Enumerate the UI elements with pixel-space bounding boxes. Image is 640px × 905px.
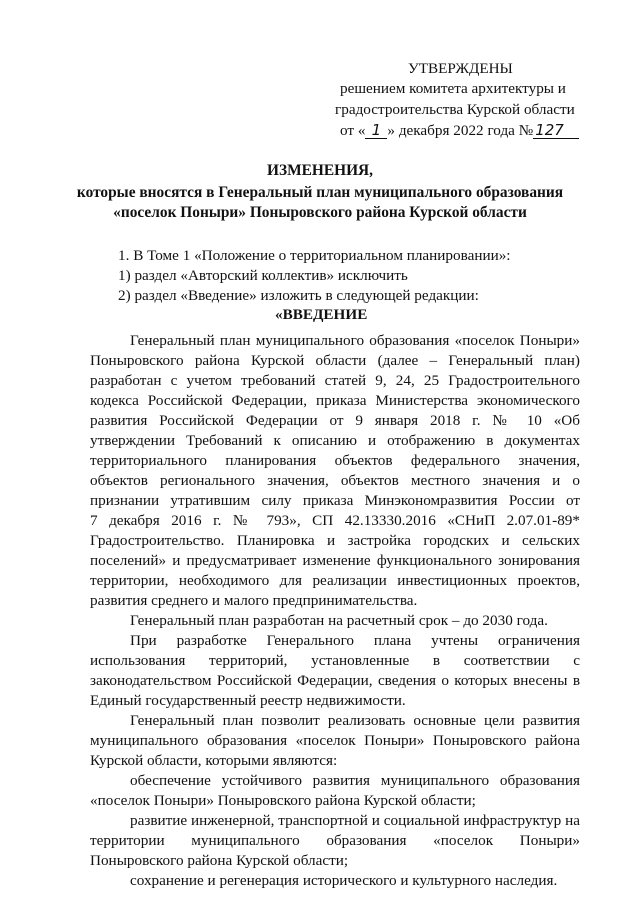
approval-date-middle: » декабря 2022 года № xyxy=(387,122,534,139)
body-line: развития среднего и малого предпринимательства. xyxy=(90,592,418,609)
body-line: развития Российской Федерации от 9 января 2018 г. № 10 «Об xyxy=(90,412,580,429)
change-item-1: 1. В Томе 1 «Положение о территориальном планировании»: xyxy=(118,247,511,264)
body-line: утверждении Требований к описанию и отображению в документах xyxy=(90,432,580,449)
body-line: территории, необходимого для реализации инвестиционных проектов, xyxy=(90,572,580,589)
change-item-1-1: 1) раздел «Авторский коллектив» исключить xyxy=(118,267,408,284)
body-line: территории муниципального образования «поселок Поныри» xyxy=(90,832,580,849)
body-line: Курской области, которыми являются: xyxy=(90,752,338,769)
body-line: Единый государственный реестр недвижимости. xyxy=(90,692,406,709)
body-line: При разработке Генерального плана учтены ограничения xyxy=(130,632,580,649)
body-line: Генеральный план разработан на расчетный срок – до 2030 года. xyxy=(130,612,548,629)
body-line: законодательством Российской Федерации, сведения о которых внесены в xyxy=(90,672,580,689)
body-line: Генеральный план муниципального образования «поселок Поныри» xyxy=(130,332,580,349)
body-line: Градостроительство. Планировка и застройка городских и сельских xyxy=(90,532,580,549)
approval-date-line xyxy=(340,120,579,141)
section-title: «ВВЕДЕНИЕ xyxy=(275,306,368,323)
body-line: кодекса Российской Федерации, приказа Министерства экономического xyxy=(90,392,580,409)
approval-title: УТВЕРЖДЕНЫ xyxy=(408,60,513,77)
body-line: 7 декабря 2016 г. № 793», СП 42.13330.2016 «СНиП 2.07.01-89* xyxy=(90,512,580,529)
body-line: Поныровского района Курской области; xyxy=(90,852,349,869)
body-line: поселений» и предусматривает изменение функционального зонирования xyxy=(90,552,580,569)
body-line: муниципального образования «поселок Поныри» Поныровского района xyxy=(90,732,580,749)
body-line: обеспечение устойчивого развития муниципального образования xyxy=(130,772,580,789)
body-line: территориального планирования объектов федерального значения, xyxy=(90,452,580,469)
body-line: разработан с учетом требований статей 9, 24, 25 Градостроительного xyxy=(90,372,580,389)
approval-date-prefix: от « xyxy=(340,122,366,139)
approval-line-2: градостроительства Курской области xyxy=(335,101,575,118)
approval-date-day: 1 xyxy=(365,122,387,139)
body-line: Генеральный план позволит реализовать основные цели развития xyxy=(130,712,580,729)
heading-title: ИЗМЕНЕНИЯ, xyxy=(266,162,374,179)
heading-line-2: которые вносятся в Генеральный план муниципального образования xyxy=(76,184,564,201)
body-line: использования территорий, установленные в соответствии с xyxy=(90,652,580,669)
body-line: объектов регионального значения, объектов местного значения и о xyxy=(90,472,580,489)
body-line: сохранение и регенерация исторического и культурного наследия. xyxy=(130,872,558,889)
body-line: «поселок Поныри» Поныровского района Курской области; xyxy=(90,792,476,809)
change-item-1-2: 2) раздел «Введение» изложить в следующей редакции: xyxy=(118,287,479,304)
approval-doc-number: 127 xyxy=(533,122,579,139)
body-line: развитие инженерной, транспортной и социальной инфраструктур на xyxy=(130,812,580,829)
heading-line-3: «поселок Поныри» Поныровского района Курской области xyxy=(113,204,527,221)
body-line: Поныровского района Курской области (далее – Генеральный план) xyxy=(90,352,580,369)
body-line: признании утратившим силу приказа Минэкономразвития России от xyxy=(90,492,580,509)
approval-line-1: решением комитета архитектуры и xyxy=(340,80,566,97)
